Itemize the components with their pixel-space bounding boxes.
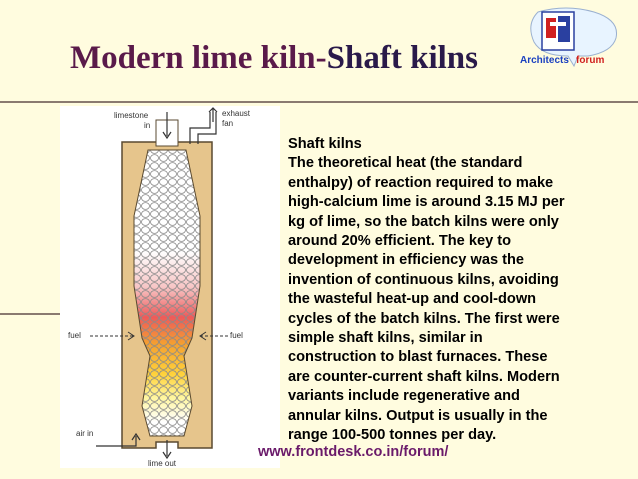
label-lime-out: lime out xyxy=(148,459,177,468)
architects-forum-logo xyxy=(508,6,634,74)
body-line: annular kilns. Output is usually in the xyxy=(288,407,548,424)
label-air-in: air in xyxy=(76,429,94,438)
slide-title xyxy=(70,40,478,77)
body-line: invention of continuous kilns, avoiding xyxy=(288,271,559,288)
body-line: the wasteful heat-up and cool-down xyxy=(288,291,537,308)
body-line: construction to blast furnaces. These xyxy=(288,349,548,366)
body-line: simple shaft kilns, similar in xyxy=(288,330,483,347)
label-fuel-left: fuel xyxy=(68,331,81,340)
body-line: high-calcium lime is around 3.15 MJ per xyxy=(288,194,565,211)
exhaust-duct xyxy=(190,112,210,144)
shaft-kiln-diagram xyxy=(60,106,280,468)
body-line: range 100-500 tonnes per day. xyxy=(288,427,497,444)
label-limestone-in: in xyxy=(144,121,151,130)
body-line: The theoretical heat (the standard xyxy=(288,155,523,172)
body-line: around 20% efficient. The key to xyxy=(288,233,512,250)
body-text xyxy=(288,135,588,446)
title-sub: Shaft kilns xyxy=(326,40,478,76)
title-main: Modern lime kiln- xyxy=(70,40,327,76)
body-line: are counter-current shaft kilns. Modern xyxy=(288,368,560,385)
body-line: variants include regenerative and xyxy=(288,388,520,405)
body-line: cycles of the batch kilns. The first were xyxy=(288,310,560,327)
body-line: enthalpy) of reaction required to make xyxy=(288,174,554,191)
left-accent-line xyxy=(0,313,60,315)
label-exhaust: exhaust xyxy=(222,109,251,118)
label-fan: fan xyxy=(222,119,234,128)
label-fuel-right: fuel xyxy=(230,331,243,340)
body-line: Shaft kilns xyxy=(288,136,362,152)
body-line: kg of lime, so the batch kilns were only xyxy=(288,213,559,230)
title-divider xyxy=(0,101,638,103)
logo-text-architects: Architects xyxy=(520,55,569,66)
body-line: development in efficiency was the xyxy=(288,252,525,269)
label-limestone: limestone xyxy=(114,111,149,120)
forum-url-link[interactable]: www.frontdesk.co.in/forum/ xyxy=(258,444,449,460)
logo-text-forum: forum xyxy=(576,55,605,66)
